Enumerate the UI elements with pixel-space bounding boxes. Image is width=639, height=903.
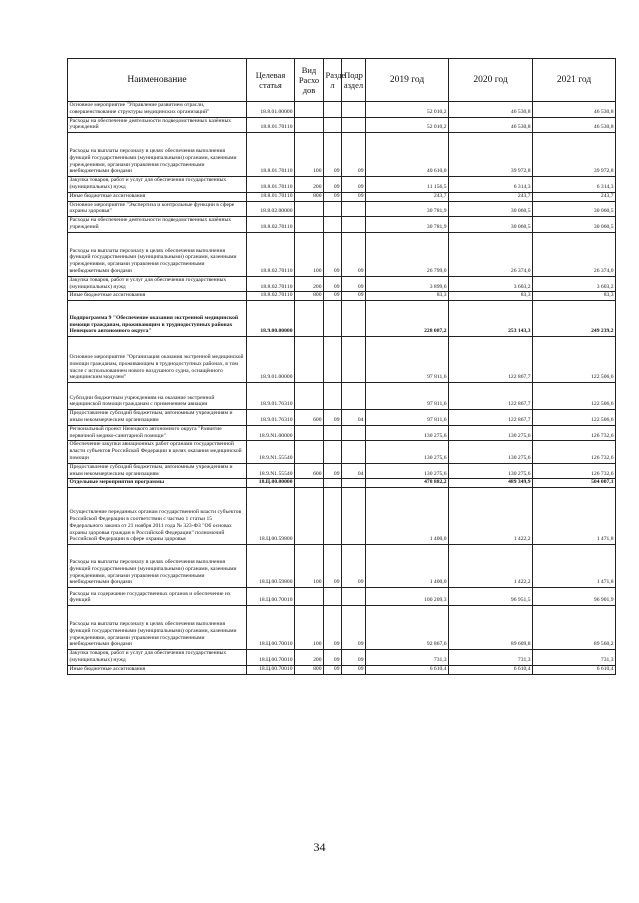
row-expense-kind-cell: 100 (295, 133, 324, 177)
row-target-article-cell: 18.8.01.70110 (247, 133, 295, 177)
row-target-article-cell: 18.9.N1.00000 (247, 425, 295, 441)
row-name-cell: Осуществление переданных органам государственной власти субъектов Российской Федерации в соответствии с частью 1 статьи 15 Федерального закона от 21 ноября 2011 года № 323-ФЗ "Об основах охраны здоровья граждан в Российской Федерации" полномочий Российской Федерации в сфере охраны здоровья (68, 488, 247, 545)
row-name-cell: Региональный проект Ненецкого автономного округа "Развитие первичной медико-санитарной помощи" (68, 425, 247, 441)
row-target-article-cell: 18.8.02.70110 (247, 292, 295, 301)
row-section-cell: 09 (324, 276, 342, 292)
row-name-cell: Иные бюджетные ассигнования (68, 292, 247, 301)
row-target-article-cell: 18.Ц.00.70010 (247, 606, 295, 650)
table-row (68, 650, 616, 666)
row-section-cell (324, 383, 342, 410)
row-value-2020-cell: 130 275,6 (449, 425, 533, 441)
row-value-2021-cell: 126 732,6 (533, 463, 616, 479)
row-section-cell: 09 (324, 292, 342, 301)
row-expense-kind-cell: 200 (295, 177, 324, 193)
row-value-2019-cell: 97 811,6 (366, 410, 449, 426)
row-value-2019-cell: 478 882,2 (366, 479, 449, 488)
row-value-2019-cell: 1 400,0 (366, 488, 449, 545)
row-section-cell (324, 217, 342, 233)
row-value-2019-cell: 30 781,9 (366, 217, 449, 233)
row-value-2021-cell: 30 060,5 (533, 201, 616, 217)
row-subsection-cell: 09 (342, 665, 366, 674)
row-target-article-cell: 18.Ц.00.59800 (247, 488, 295, 545)
row-subsection-cell (342, 588, 366, 606)
row-subsection-cell (342, 383, 366, 410)
row-subsection-cell (342, 425, 366, 441)
row-expense-kind-cell: 800 (295, 665, 324, 674)
row-value-2020-cell: 3 603,2 (449, 276, 533, 292)
row-value-2020-cell: 489 349,9 (449, 479, 533, 488)
row-value-2020-cell: 130 275,6 (449, 441, 533, 463)
row-value-2021-cell: 89 560,2 (533, 606, 616, 650)
row-value-2021-cell: 122 506,6 (533, 337, 616, 383)
row-expense-kind-cell (295, 441, 324, 463)
table-row (68, 479, 616, 488)
row-target-article-cell: 18.Ц.00.59800 (247, 545, 295, 588)
header-name: Наименование (68, 59, 247, 102)
row-value-2019-cell: 228 087,2 (366, 301, 449, 337)
row-value-2019-cell: 97 811,6 (366, 337, 449, 383)
row-value-2020-cell: 6 610,4 (449, 665, 533, 674)
row-name-cell: Расходы на содержание государственных органов и обеспечение их функций (68, 588, 247, 606)
table-row (68, 441, 616, 463)
row-target-article-cell: 18.8.01.70110 (247, 117, 295, 133)
table-body (68, 102, 616, 675)
row-value-2020-cell: 122 867,7 (449, 410, 533, 426)
row-value-2020-cell: 46 530,8 (449, 117, 533, 133)
row-subsection-cell (342, 201, 366, 217)
row-target-article-cell: 18.8.02.70110 (247, 232, 295, 276)
row-value-2019-cell: 130 275,6 (366, 463, 449, 479)
row-value-2021-cell: 46 530,8 (533, 102, 616, 118)
row-value-2019-cell: 130 275,6 (366, 441, 449, 463)
row-name-cell: Подпрограмма 9 "Обеспечение оказания экстренной медицинской помощи гражданам, проживающим в труднодоступных районах Ненецкого автономного округа" (68, 301, 247, 337)
row-value-2020-cell: 122 867,7 (449, 383, 533, 410)
row-subsection-cell (342, 337, 366, 383)
row-subsection-cell (342, 479, 366, 488)
row-name-cell: Предоставление субсидий бюджетным, автономным учреждениям и иным некоммерческим организациям (68, 463, 247, 479)
row-expense-kind-cell: 200 (295, 276, 324, 292)
row-value-2019-cell: 92 867,6 (366, 606, 449, 650)
row-section-cell: 09 (324, 545, 342, 588)
row-target-article-cell: 18.8.02.70110 (247, 217, 295, 233)
row-value-2020-cell: 122 867,7 (449, 337, 533, 383)
row-expense-kind-cell: 100 (295, 545, 324, 588)
row-expense-kind-cell (295, 337, 324, 383)
table-row (68, 177, 616, 193)
row-section-cell: 09 (324, 133, 342, 177)
header-section: Разде л (324, 59, 342, 102)
row-subsection-cell: 09 (342, 606, 366, 650)
row-section-cell: 09 (324, 463, 342, 479)
row-name-cell: Основное мероприятие "Организация оказания экстренной медицинской помощи гражданам, проживающим в труднодоступных районах, в том числе с использованием нового воздушного судна, оснащённого медицинским модулем" (68, 337, 247, 383)
row-expense-kind-cell (295, 217, 324, 233)
row-value-2019-cell: 11 156,5 (366, 177, 449, 193)
row-expense-kind-cell: 200 (295, 650, 324, 666)
row-section-cell: 09 (324, 606, 342, 650)
row-subsection-cell (342, 441, 366, 463)
row-name-cell: Основное мероприятие "Экспертиза и контрольные функции в сфере охраны здоровья" (68, 201, 247, 217)
row-value-2020-cell: 26 374,0 (449, 232, 533, 276)
table-row (68, 383, 616, 410)
row-expense-kind-cell (295, 102, 324, 118)
row-section-cell: 09 (324, 410, 342, 426)
table-row (68, 665, 616, 674)
row-value-2020-cell: 243,7 (449, 192, 533, 201)
table-row (68, 232, 616, 276)
row-value-2020-cell: 96 951,5 (449, 588, 533, 606)
row-value-2021-cell: 46 530,8 (533, 117, 616, 133)
row-expense-kind-cell: 800 (295, 292, 324, 301)
row-target-article-cell: 18.Ц.00.70010 (247, 650, 295, 666)
row-target-article-cell: 18.9.01.76310 (247, 383, 295, 410)
header-year-2021: 2021 год (533, 59, 616, 102)
table-row (68, 545, 616, 588)
row-subsection-cell: 09 (342, 545, 366, 588)
row-value-2021-cell: 83,3 (533, 292, 616, 301)
row-target-article-cell: 18.8.02.70110 (247, 276, 295, 292)
budget-sheet (67, 58, 615, 675)
row-value-2020-cell: 253 143,3 (449, 301, 533, 337)
row-value-2020-cell: 6 314,3 (449, 177, 533, 193)
row-subsection-cell: 09 (342, 650, 366, 666)
row-value-2019-cell: 52 010,2 (366, 117, 449, 133)
row-section-cell (324, 488, 342, 545)
row-value-2020-cell: 30 060,5 (449, 201, 533, 217)
row-value-2020-cell: 89 609,8 (449, 606, 533, 650)
row-target-article-cell: 18.9.N1.55540 (247, 463, 295, 479)
row-name-cell: Основное мероприятие "Управление развитием отрасли, совершенствование структуры медицинских организаций" (68, 102, 247, 118)
row-subsection-cell: 09 (342, 232, 366, 276)
row-value-2021-cell: 3 603,2 (533, 276, 616, 292)
row-value-2021-cell: 122 506,6 (533, 410, 616, 426)
row-value-2019-cell: 1 400,0 (366, 545, 449, 588)
row-value-2019-cell: 6 610,4 (366, 665, 449, 674)
row-name-cell: Расходы на выплаты персоналу в целях обеспечения выполнения функций государственными (муниципальными) органами, казенными учреждениями, органами управления государственными внебюджетными фондами (68, 133, 247, 177)
row-target-article-cell: 18.9.01.00000 (247, 337, 295, 383)
row-subsection-cell (342, 488, 366, 545)
table-row (68, 425, 616, 441)
row-value-2019-cell: 731,3 (366, 650, 449, 666)
row-subsection-cell: 09 (342, 292, 366, 301)
row-value-2021-cell: 122 506,6 (533, 383, 616, 410)
row-value-2020-cell: 30 060,5 (449, 217, 533, 233)
row-value-2021-cell: 6 314,3 (533, 177, 616, 193)
table-row (68, 337, 616, 383)
row-value-2020-cell: 39 972,8 (449, 133, 533, 177)
row-value-2021-cell: 731,3 (533, 650, 616, 666)
table-row (68, 606, 616, 650)
table-row (68, 588, 616, 606)
row-value-2019-cell: 243,7 (366, 192, 449, 201)
row-expense-kind-cell: 100 (295, 606, 324, 650)
table-row (68, 192, 616, 201)
row-subsection-cell (342, 102, 366, 118)
row-value-2020-cell: 130 275,6 (449, 463, 533, 479)
row-subsection-cell (342, 301, 366, 337)
row-value-2021-cell: 6 610,4 (533, 665, 616, 674)
table-row (68, 292, 616, 301)
row-value-2020-cell: 46 530,8 (449, 102, 533, 118)
header-subsection: Подр аздел (342, 59, 366, 102)
row-value-2021-cell: 30 060,5 (533, 217, 616, 233)
row-value-2021-cell: 96 901,9 (533, 588, 616, 606)
row-value-2021-cell: 126 732,6 (533, 425, 616, 441)
row-subsection-cell: 09 (342, 133, 366, 177)
row-expense-kind-cell (295, 201, 324, 217)
table-header-row (68, 59, 616, 102)
row-value-2021-cell: 1 471,8 (533, 488, 616, 545)
row-name-cell: Расходы на обеспечение деятельности подведомственных казённых учреждений (68, 117, 247, 133)
header-expense-kind: Вид Расхо дов (295, 59, 324, 102)
row-name-cell: Расходы на обеспечение деятельности подведомственных казённых учреждений (68, 217, 247, 233)
row-value-2021-cell: 1 471,8 (533, 545, 616, 588)
row-expense-kind-cell (295, 383, 324, 410)
table-row (68, 201, 616, 217)
row-subsection-cell: 04 (342, 463, 366, 479)
header-target-article: Целевая статья (247, 59, 295, 102)
row-expense-kind-cell (295, 488, 324, 545)
row-value-2020-cell: 1 422,2 (449, 488, 533, 545)
row-section-cell (324, 588, 342, 606)
row-section-cell: 09 (324, 177, 342, 193)
table-row (68, 410, 616, 426)
table-row (68, 301, 616, 337)
row-name-cell: Закупка товаров, работ и услуг для обеспечения государственных (муниципальных) нужд (68, 177, 247, 193)
row-name-cell: Расходы на выплаты персоналу в целях обеспечения выполнения функций государственными (муниципальными) органами, казенными учреждениями, органами управления государственными внебюджетными фондами (68, 232, 247, 276)
row-subsection-cell: 09 (342, 276, 366, 292)
row-target-article-cell: 18.8.01.00000 (247, 102, 295, 118)
table-row (68, 488, 616, 545)
header-year-2019: 2019 год (366, 59, 449, 102)
row-section-cell (324, 425, 342, 441)
table-row (68, 117, 616, 133)
row-value-2021-cell: 126 732,6 (533, 441, 616, 463)
row-value-2020-cell: 731,3 (449, 650, 533, 666)
table-row (68, 102, 616, 118)
row-target-article-cell: 18.8.02.00000 (247, 201, 295, 217)
row-target-article-cell: 18.Ц.00.70010 (247, 665, 295, 674)
row-target-article-cell: 18.9.00.00000 (247, 301, 295, 337)
row-target-article-cell: 18.9.01.76310 (247, 410, 295, 426)
row-section-cell: 09 (324, 192, 342, 201)
row-name-cell: Обеспечение закупки авиационных работ органами государственной власти субъектов Российской Федерации в целях оказания медицинской помощи (68, 441, 247, 463)
row-section-cell (324, 201, 342, 217)
row-section-cell (324, 441, 342, 463)
row-expense-kind-cell (295, 479, 324, 488)
row-subsection-cell: 09 (342, 192, 366, 201)
row-section-cell: 09 (324, 232, 342, 276)
row-value-2019-cell: 3 899,6 (366, 276, 449, 292)
row-value-2021-cell: 504 007,1 (533, 479, 616, 488)
row-subsection-cell (342, 217, 366, 233)
row-name-cell: Закупка товаров, работ и услуг для обеспечения государственных (муниципальных) нужд (68, 650, 247, 666)
row-value-2019-cell: 30 781,9 (366, 201, 449, 217)
row-name-cell: Закупка товаров, работ и услуг для обеспечения государственных (муниципальных) нужд (68, 276, 247, 292)
row-section-cell (324, 479, 342, 488)
row-expense-kind-cell (295, 301, 324, 337)
row-subsection-cell (342, 117, 366, 133)
row-section-cell (324, 102, 342, 118)
header-year-2020: 2020 год (449, 59, 533, 102)
row-value-2021-cell: 249 239,2 (533, 301, 616, 337)
table-row (68, 217, 616, 233)
row-target-article-cell: 18.Ц.00.00000 (247, 479, 295, 488)
row-subsection-cell: 04 (342, 410, 366, 426)
row-value-2021-cell: 26 374,0 (533, 232, 616, 276)
table-row (68, 463, 616, 479)
row-name-cell: Расходы на выплаты персоналу в целях обеспечения выполнения функций государственными (муниципальными) органами, казенными учреждениями, органами управления государственными внебюджетными фондами (68, 545, 247, 588)
row-value-2021-cell: 243,7 (533, 192, 616, 201)
row-expense-kind-cell (295, 117, 324, 133)
row-expense-kind-cell (295, 588, 324, 606)
row-expense-kind-cell: 800 (295, 192, 324, 201)
row-section-cell (324, 337, 342, 383)
row-name-cell: Иные бюджетные ассигнования (68, 665, 247, 674)
row-expense-kind-cell: 100 (295, 232, 324, 276)
row-subsection-cell: 09 (342, 177, 366, 193)
row-value-2019-cell: 26 799,0 (366, 232, 449, 276)
row-target-article-cell: 18.8.01.70110 (247, 192, 295, 201)
page-number: 34 (313, 840, 326, 854)
budget-table (67, 58, 616, 675)
row-value-2019-cell: 40 610,0 (366, 133, 449, 177)
row-name-cell: Субсидии бюджетным учреждениям на оказание экстренной медицинской помощи гражданам с применением авиации (68, 383, 247, 410)
row-value-2019-cell: 52 010,2 (366, 102, 449, 118)
row-section-cell: 09 (324, 665, 342, 674)
row-name-cell: Иные бюджетные ассигнования (68, 192, 247, 201)
row-value-2019-cell: 130 275,6 (366, 425, 449, 441)
row-name-cell: Расходы на выплаты персоналу в целях обеспечения выполнения функций государственными (муниципальными) органами, казенными учреждениями, органами управления государственными внебюджетными фондами (68, 606, 247, 650)
row-value-2019-cell: 83,3 (366, 292, 449, 301)
row-value-2019-cell: 100 209,3 (366, 588, 449, 606)
table-row (68, 133, 616, 177)
row-target-article-cell: 18.8.01.70110 (247, 177, 295, 193)
row-value-2020-cell: 83,3 (449, 292, 533, 301)
table-row (68, 276, 616, 292)
row-section-cell (324, 301, 342, 337)
row-name-cell: Отдельные мероприятия программы (68, 479, 247, 488)
row-section-cell (324, 117, 342, 133)
row-value-2019-cell: 97 811,6 (366, 383, 449, 410)
row-section-cell: 09 (324, 650, 342, 666)
row-value-2020-cell: 1 422,2 (449, 545, 533, 588)
row-name-cell: Предоставление субсидий бюджетным, автономным учреждениям и иным некоммерческим организациям (68, 410, 247, 426)
row-expense-kind-cell: 600 (295, 410, 324, 426)
row-value-2021-cell: 39 972,8 (533, 133, 616, 177)
row-target-article-cell: 18.9.N1.55540 (247, 441, 295, 463)
row-target-article-cell: 18.Ц.00.70010 (247, 588, 295, 606)
row-expense-kind-cell: 600 (295, 463, 324, 479)
row-expense-kind-cell (295, 425, 324, 441)
